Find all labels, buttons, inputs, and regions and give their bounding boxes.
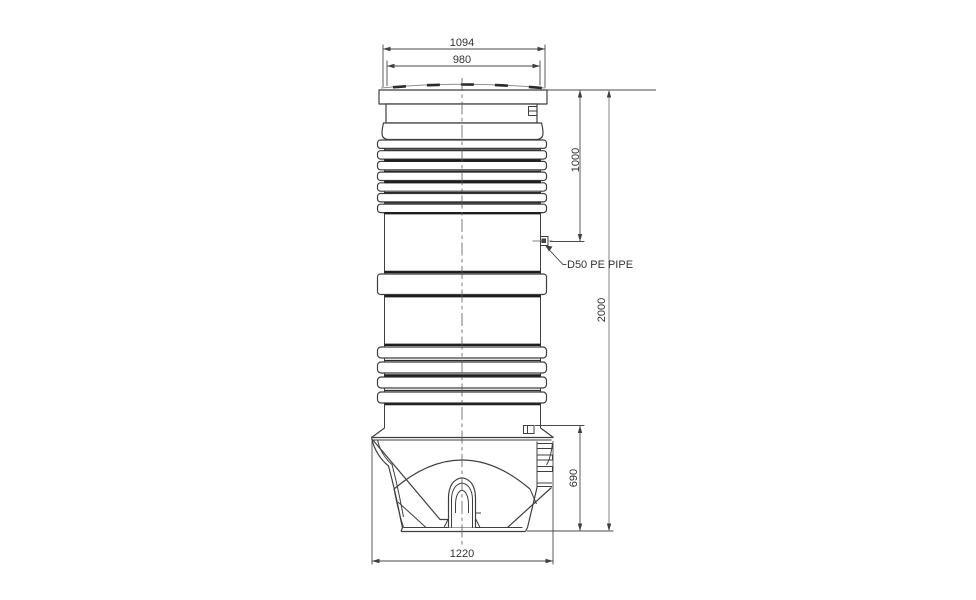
- pipe-label: D50 PE PIPE: [567, 259, 634, 271]
- lid-neck: [386, 104, 537, 123]
- lid-ring: [379, 90, 547, 104]
- dimension-text-980: 980: [452, 54, 472, 66]
- dimension-text-1220: 1220: [449, 548, 475, 560]
- dimension-text-1000: 1000: [570, 147, 582, 173]
- dimension-text-2000: 2000: [596, 297, 608, 323]
- dimension-text-690: 690: [568, 468, 580, 488]
- dimension-text-1094: 1094: [449, 37, 475, 49]
- tank-lid: [379, 84, 547, 139]
- lid-collar: [382, 123, 543, 140]
